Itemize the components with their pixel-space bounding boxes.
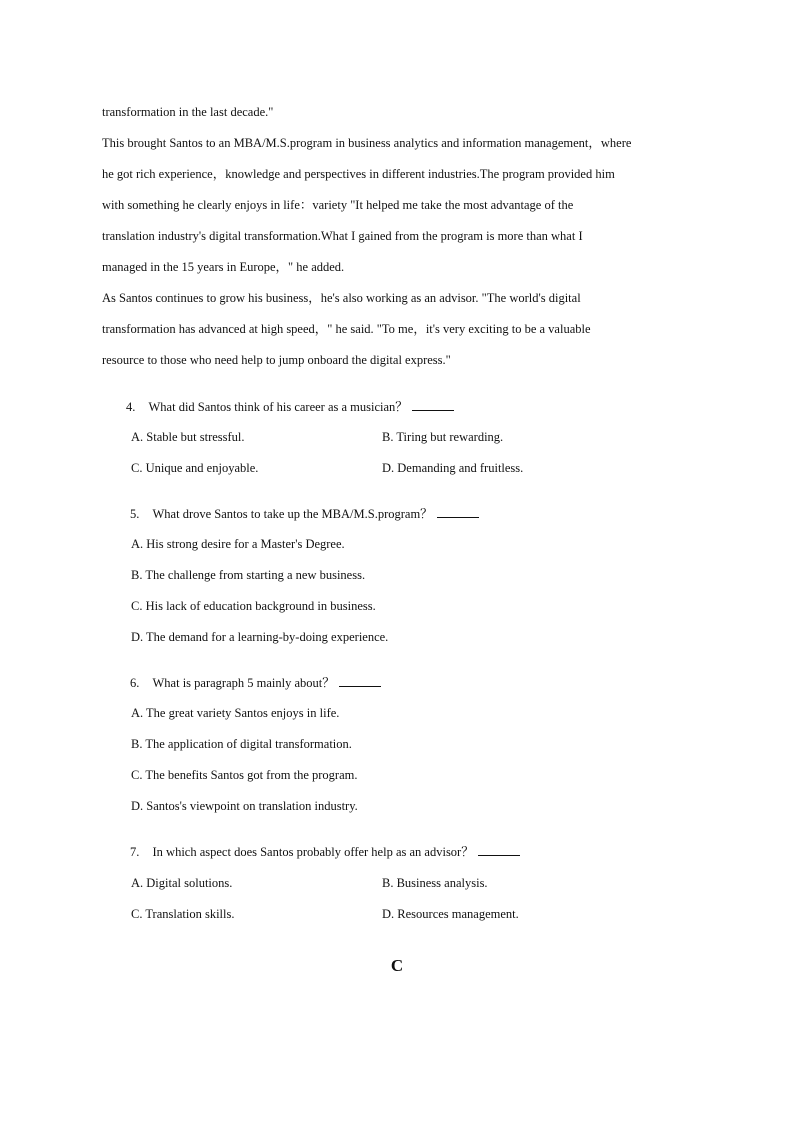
answer-blank[interactable]: [478, 843, 520, 856]
question-6-stem: [130, 674, 381, 691]
question-7-stem: [130, 843, 520, 860]
option-4d: D. Demanding and fruitless.: [382, 461, 524, 475]
option-6c: C. The benefits Santos got from the program.: [131, 768, 358, 782]
option-5b: B. The challenge from starting a new business.: [131, 568, 366, 582]
option-7d: D. Resources management.: [382, 907, 519, 921]
question-text: What drove Santos to take up the MBA/M.S.program？: [152, 507, 433, 521]
option-6d: D. Santos's viewpoint on translation industry.: [131, 799, 358, 813]
option-7a: A. Digital solutions.: [131, 876, 233, 890]
option-7b: B. Business analysis.: [382, 876, 488, 890]
passage-line: transformation in the last decade.": [102, 105, 274, 119]
question-number: 7.: [130, 845, 140, 859]
passage-line: transformation has advanced at high speed，" he said. "To me，it's very exciting to be a valuable: [102, 322, 591, 336]
option-4b: B. Tiring but rewarding.: [382, 430, 504, 444]
question-number: 5.: [130, 507, 140, 521]
question-number: 4.: [126, 400, 136, 414]
passage-line: translation industry's digital transformation.What I gained from the program is more than what I: [102, 229, 583, 243]
section-heading: C: [390, 956, 404, 975]
option-5c: C. His lack of education background in business.: [131, 599, 376, 613]
passage-line: with something he clearly enjoys in life：variety "It helped me take the most advantage of the: [102, 198, 574, 212]
option-4a: A. Stable but stressful.: [131, 430, 245, 444]
passage-line: resource to those who need help to jump onboard the digital express.": [102, 353, 451, 367]
option-5a: A. His strong desire for a Master's Degree.: [131, 537, 345, 551]
answer-blank[interactable]: [339, 674, 381, 687]
question-text: What is paragraph 5 mainly about？: [152, 676, 335, 690]
question-number: 6.: [130, 676, 140, 690]
question-text: What did Santos think of his career as a musician？: [148, 400, 408, 414]
passage-line: he got rich experience，knowledge and perspectives in different industries.The program provided him: [102, 167, 615, 181]
option-6a: A. The great variety Santos enjoys in life.: [131, 706, 340, 720]
answer-blank[interactable]: [437, 505, 479, 518]
option-7c: C. Translation skills.: [131, 907, 235, 921]
option-6b: B. The application of digital transformation.: [131, 737, 352, 751]
passage-line: managed in the 15 years in Europe，" he added.: [102, 260, 345, 274]
question-4-stem: [126, 398, 454, 415]
passage-line: As Santos continues to grow his business，he's also working as an advisor. "The world's digital: [102, 291, 581, 305]
question-text: In which aspect does Santos probably offer help as an advisor？: [152, 845, 474, 859]
option-5d: D. The demand for a learning-by-doing experience.: [131, 630, 389, 644]
answer-blank[interactable]: [412, 398, 454, 411]
option-4c: C. Unique and enjoyable.: [131, 461, 259, 475]
question-5-stem: [130, 505, 479, 522]
passage-line: This brought Santos to an MBA/M.S.program in business analytics and information management，where: [102, 136, 632, 150]
